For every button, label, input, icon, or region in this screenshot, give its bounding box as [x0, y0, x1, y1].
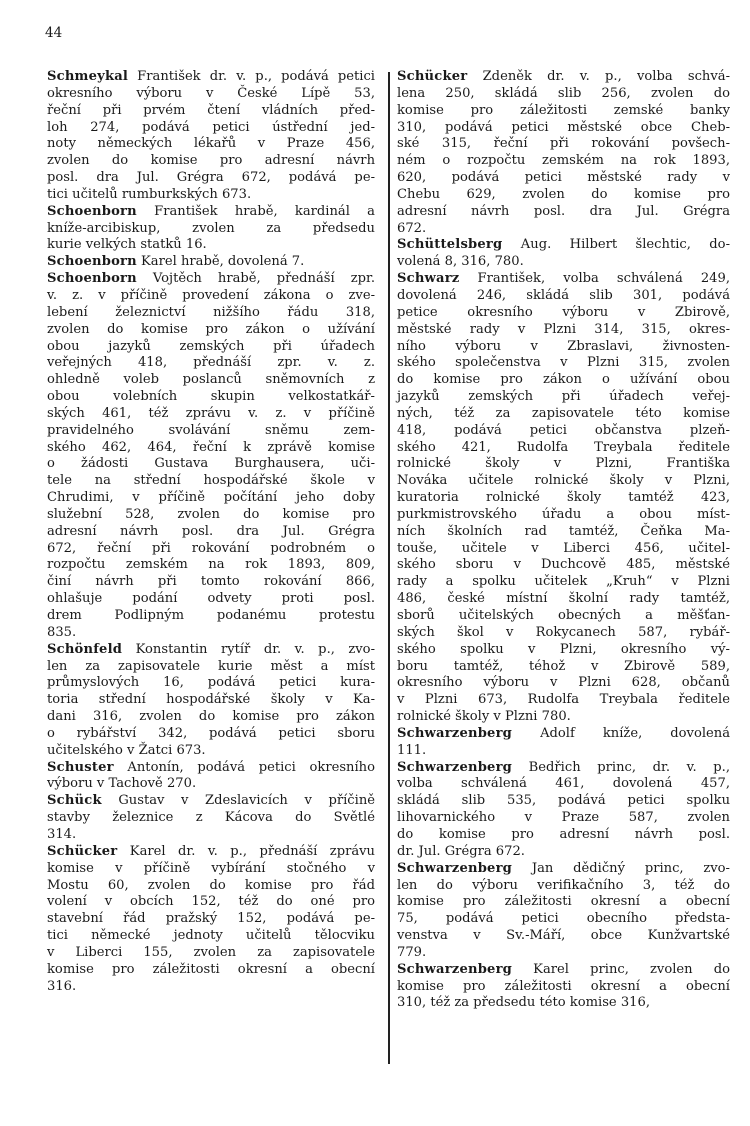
entry-line: [47, 186, 375, 204]
entry-surname: Schoenborn: [47, 254, 137, 270]
entry-line: [47, 153, 375, 170]
index-entry: [397, 962, 730, 1013]
entry-text: 672, řeční při rokování podrobném o: [47, 540, 375, 556]
entry-text: Karel princ, zvolen do: [512, 961, 730, 977]
entry-text: tici učitelů rumburkských 673.: [47, 186, 252, 202]
index-entry: [47, 204, 375, 255]
column-divider: [388, 72, 390, 1064]
entry-line: [47, 894, 375, 911]
entry-text: zvolen do komise pro adresní návrh: [47, 153, 375, 169]
entry-text: rolnické školy v Plzni, Františka: [397, 456, 730, 472]
entry-line: [47, 928, 375, 945]
entry-text: lebení železnictví nižšího řádu 318,: [47, 304, 375, 320]
entry-line: [397, 944, 730, 962]
entry-line: [47, 355, 375, 372]
entry-text: Konstantin rytíř dr. v. p., zvo-: [122, 641, 375, 657]
entry-text: ského společenstva v Plzni 315, zvolen: [397, 355, 730, 371]
entry-surname: Schwarzenberg: [397, 860, 513, 876]
entry-text: dovolená 246, skládá slib 301, podává: [397, 287, 730, 303]
entry-text: Bedřich princ, dr. v. p.,: [512, 759, 730, 775]
index-entry: [47, 271, 375, 642]
entry-text: stavební řád pražský 152, podává pe-: [47, 911, 375, 927]
entry-text: ských škol v Rokycanech 587, rybář-: [397, 624, 730, 640]
entry-text: ského sboru v Duchcově 485, městské: [397, 557, 730, 573]
entry-text: ném o rozpočtu zemském na rok 1893,: [397, 153, 730, 169]
entry-line: [397, 978, 730, 996]
entry-text: František hrabě, kardinál a: [136, 203, 375, 219]
entry-text: ního výboru v Zbraslavi, živnosten-: [397, 338, 730, 354]
entry-line: [397, 658, 730, 676]
entry-text: jazyků zemských při úřadech veřej-: [397, 389, 730, 405]
entry-text: loh 274, podává petici ústřední jed-: [47, 119, 375, 135]
entry-text: posl. dra Jul. Grégra 672, podává pe-: [47, 170, 375, 186]
entry-line: [397, 826, 730, 844]
entry-text: rozpočtu zemském na rok 1893, 809,: [47, 557, 375, 573]
entry-line: [47, 860, 375, 878]
entry-text: ských 461, též zprávu v. z. v příčině: [47, 405, 375, 421]
entry-first-line: [397, 271, 730, 288]
entry-text: 75, podává petici obecního předsta-: [397, 911, 730, 927]
entry-text: František dr. v. p., podává petici: [128, 69, 375, 84]
entry-line: [397, 422, 730, 440]
entry-line: [397, 136, 730, 153]
entry-text: Adolf kníže, dovolená: [512, 725, 730, 741]
entry-text: Chrudimi, v příčině počítání jeho doby: [47, 490, 375, 506]
entry-text: 310, též za předsedu této komise 316,: [397, 995, 650, 1011]
entry-line: [47, 456, 375, 473]
entry-first-line: [47, 843, 375, 861]
entry-line: [47, 136, 375, 153]
entry-line: [47, 911, 375, 928]
entry-line: [397, 355, 730, 372]
entry-text: dani 316, zvolen do komise pro zákon: [47, 709, 375, 725]
entry-text: učitelského v Žatci 673.: [47, 742, 206, 758]
entry-line: [397, 928, 730, 945]
entry-line: [47, 389, 375, 406]
entry-line: [47, 810, 375, 827]
entry-line: [47, 287, 375, 305]
entry-text: komise pro záležitosti zemské banky: [397, 102, 730, 118]
entry-line: [397, 186, 730, 204]
entry-text: 418, podává petici občanstva plzeň-: [397, 422, 730, 438]
entry-line: [47, 119, 375, 137]
entry-text: Karel hrabě, dovolená 7.: [136, 254, 305, 270]
entry-text: tele na střední hospodářské škole v: [47, 473, 375, 489]
entry-text: v. z. v příčině provedení zákona o zve-: [47, 287, 375, 303]
entry-text: 486, české místní školní rady tamtéž,: [397, 591, 730, 607]
entry-surname: Schücker: [47, 843, 118, 859]
entry-text: do komise pro adresní návrh posl.: [397, 826, 730, 842]
entry-line: [397, 591, 730, 608]
entry-line: [47, 624, 375, 642]
entry-text: v Liberci 155, zvolen za zapisovatele: [47, 944, 375, 960]
entry-text: ské 315, řeční při rokování povšech-: [397, 136, 730, 152]
entry-line: [397, 641, 730, 659]
entry-first-line: [47, 641, 375, 659]
index-entry: [397, 861, 730, 962]
entry-line: [47, 422, 375, 440]
entry-text: do komise pro zákon o užívání obou: [397, 372, 730, 388]
index-entry: [397, 726, 730, 760]
entry-line: [47, 220, 375, 238]
entry-line: [397, 456, 730, 473]
entry-text: Nováka učitele rolnické školy v Plzni,: [397, 473, 730, 489]
right-column: [397, 69, 730, 1012]
entry-text: pravidelného svolávání sněmu zem-: [47, 422, 375, 438]
entry-text: komise pro záležitosti okresní a obecní: [397, 894, 730, 910]
entry-line: [397, 574, 730, 591]
entry-surname: Schmeykal: [47, 69, 129, 84]
entry-text: toria střední hospodářské školy v Ka-: [47, 692, 375, 708]
entry-text: 310, podává petici městské obce Cheb-: [397, 119, 730, 135]
entry-line: [397, 995, 730, 1012]
index-entry: [397, 760, 730, 861]
entry-line: [397, 119, 730, 137]
entry-text: adresní návrh posl. dra Jul. Grégra: [47, 523, 375, 539]
entry-line: [397, 675, 730, 692]
entry-surname: Schück: [47, 793, 102, 809]
page-number: 44: [45, 25, 63, 41]
entry-text: obou jazyků zemských při úřadech: [47, 338, 375, 354]
entry-line: [397, 894, 730, 911]
entry-first-line: [397, 860, 730, 878]
entry-line: [47, 439, 375, 457]
entry-text: touše, učitele v Liberci 456, učitel-: [397, 540, 730, 556]
entry-line: [47, 877, 375, 895]
entry-text: Jan dědičný princ, zvo-: [512, 860, 730, 876]
entry-text: rady a spolku učitelek „Kruh“ v Plzni: [397, 574, 730, 590]
entry-text: komise v příčině vybírání stočného v: [47, 860, 375, 876]
entry-text: 111.: [397, 742, 427, 758]
entry-line: [397, 220, 730, 238]
entry-surname: Schuster: [47, 759, 114, 775]
entry-surname: Schwarz: [397, 271, 460, 287]
entry-line: [47, 321, 375, 339]
entry-text: skládá slib 535, podává petici spolku: [397, 793, 730, 809]
entry-surname: Schwarzenberg: [397, 725, 513, 741]
entry-text: zvolen do komise pro zákon o užívání: [47, 321, 375, 337]
entry-line: [47, 405, 375, 423]
entry-text: František, volba schválená 249,: [459, 271, 730, 287]
entry-text: městské rady v Plzni 314, 315, okres-: [397, 321, 730, 337]
entry-surname: Schwarzenberg: [397, 759, 513, 775]
entry-text: adresní návrh posl. dra Jul. Grégra: [397, 203, 730, 219]
entry-text: Mostu 60, zvolen do komise pro řád: [47, 877, 375, 893]
entry-text: ského 462, 464, řeční k zprávě komise: [47, 439, 375, 455]
entry-text: 314.: [47, 826, 77, 842]
entry-text: 316.: [47, 978, 77, 994]
entry-line: [397, 321, 730, 339]
index-entry: [47, 642, 375, 760]
entry-line: [47, 102, 375, 120]
entry-line: [47, 237, 375, 254]
entry-line: [397, 692, 730, 709]
entry-line: [47, 826, 375, 844]
entry-line: [397, 793, 730, 810]
entry-text: Aug. Hilbert šlechtic, do-: [502, 237, 730, 253]
entry-line: [397, 405, 730, 423]
entry-line: [397, 372, 730, 389]
left-column: [47, 69, 375, 995]
entry-first-line: [397, 725, 730, 743]
index-entry: [47, 69, 375, 204]
entry-text: řeční při prvém čtení vládních před-: [47, 102, 375, 118]
entry-first-line: [397, 961, 730, 979]
entry-line: [397, 287, 730, 305]
entry-text: Zdeněk dr. v. p., volba schvá-: [467, 69, 730, 84]
entry-line: [397, 439, 730, 457]
entry-line: [47, 523, 375, 541]
entry-line: [47, 574, 375, 591]
entry-line: [397, 254, 730, 271]
entry-line: [47, 608, 375, 625]
entry-text: drem Podlipným podanému protestu: [47, 608, 375, 623]
entry-line: [47, 675, 375, 692]
entry-text: okresního výboru v Plzni 628, občanů: [397, 675, 730, 691]
entry-text: veřejných 418, přednáší zpr. v. z.: [47, 355, 375, 371]
entry-text: noty německých lékařů v Praze 456,: [47, 136, 375, 152]
entry-text: 672.: [397, 220, 427, 236]
entry-line: [397, 153, 730, 170]
entry-first-line: [397, 69, 730, 86]
entry-line: [47, 170, 375, 187]
index-entry: [47, 254, 375, 271]
entry-text: venstva v Sv.-Máří, obce Kunžvartské: [397, 928, 730, 944]
entry-text: Vojtěch hrabě, přednáší zpr.: [136, 271, 375, 287]
entry-line: [397, 506, 730, 524]
entry-text: Antonín, podává petici okresního: [113, 759, 375, 775]
entry-line: [47, 557, 375, 574]
entry-line: [47, 978, 375, 996]
entry-text: výboru v Tachově 270.: [47, 776, 197, 792]
entry-text: činí návrh při tomto rokování 866,: [47, 574, 375, 590]
entry-text: tici německé jednoty učitelů tělocviku: [47, 928, 375, 944]
entry-line: [47, 85, 375, 103]
entry-text: purkmistrovského úřadu a obou míst-: [397, 506, 730, 522]
index-entry: [397, 271, 730, 726]
entry-line: [397, 742, 730, 760]
index-entry: [47, 793, 375, 844]
entry-text: boru tamtéž, téhož v Zbirově 589,: [397, 658, 730, 674]
entry-first-line: [47, 203, 375, 221]
entry-text: volená 8, 316, 780.: [397, 254, 524, 270]
entry-surname: Schönfeld: [47, 641, 123, 657]
index-entry: [47, 844, 375, 996]
entry-line: [47, 709, 375, 726]
entry-line: [47, 658, 375, 676]
entry-text: o rybářství 342, podává petici sboru: [47, 725, 375, 741]
entry-text: ského spolku v Plzni, okresního vý-: [397, 641, 730, 657]
entry-line: [47, 540, 375, 558]
entry-line: [397, 810, 730, 827]
entry-line: [47, 506, 375, 524]
entry-text: kníže-arcibiskup, zvolen za předsedu: [47, 220, 375, 236]
index-entry: [47, 760, 375, 794]
entry-text: obou volebních skupin velkostatkář-: [47, 389, 375, 405]
entry-text: stavby železnice z Kácova do Světlé: [47, 810, 375, 826]
entry-text: ních školních rad tamtéž, Čeňka Ma-: [397, 523, 730, 539]
entry-text: 779.: [397, 944, 427, 960]
entry-text: o žádosti Gustava Burghausera, uči-: [47, 456, 375, 472]
entry-line: [397, 304, 730, 322]
entry-first-line: [47, 254, 375, 271]
entry-line: [397, 540, 730, 558]
entry-line: [47, 490, 375, 507]
entry-line: [397, 624, 730, 642]
entry-first-line: [47, 759, 375, 777]
entry-text: petice okresního výboru v Zbirově,: [397, 304, 730, 320]
entry-line: [47, 473, 375, 490]
entry-text: len do výboru verifikačního 3, též do: [397, 877, 730, 893]
entry-text: okresního výboru v České Lípě 53,: [47, 85, 375, 101]
entry-text: 835.: [47, 624, 77, 640]
entry-line: [397, 170, 730, 187]
entry-line: [397, 776, 730, 793]
entry-first-line: [47, 69, 375, 86]
entry-text: dr. Jul. Grégra 672.: [397, 843, 525, 859]
entry-text: 620, podává petici městské rady v: [397, 170, 730, 186]
entry-line: [397, 389, 730, 406]
entry-line: [397, 877, 730, 895]
entry-text: volení v obcích 152, též do oné pro: [47, 894, 375, 910]
entry-line: [397, 102, 730, 120]
entry-text: průmyslových 16, podává petici kura-: [47, 675, 375, 691]
entry-text: komise pro záležitosti okresní a obecní: [47, 961, 375, 977]
entry-text: Chebu 629, zvolen do komise pro: [397, 186, 730, 202]
entry-text: kuratoria rolnické školy tamtéž 423,: [397, 490, 730, 506]
entry-first-line: [397, 237, 730, 254]
entry-line: [47, 338, 375, 356]
entry-line: [47, 776, 375, 793]
entry-surname: Schoenborn: [47, 271, 137, 287]
entry-text: rolnické školy v Plzni 780.: [397, 709, 571, 725]
entry-line: [47, 372, 375, 389]
entry-text: kurie velkých statků 16.: [47, 237, 207, 253]
entry-first-line: [47, 793, 375, 810]
entry-text: ných, též za zapisovatele této komise: [397, 405, 730, 421]
entry-line: [397, 473, 730, 490]
entry-line: [397, 85, 730, 103]
entry-text: služební 528, zvolen do komise pro: [47, 506, 375, 522]
entry-line: [47, 725, 375, 743]
entry-text: lena 250, skládá slib 256, zvolen do: [397, 85, 730, 101]
entry-first-line: [47, 271, 375, 288]
entry-line: [47, 961, 375, 979]
entry-line: [47, 944, 375, 962]
entry-line: [47, 692, 375, 709]
entry-text: ohledně voleb poslanců sněmovních z: [47, 372, 375, 388]
entry-line: [47, 591, 375, 608]
entry-text: sborů učitelských obecných a měšťan-: [397, 608, 730, 623]
entry-line: [397, 608, 730, 625]
entry-line: [397, 843, 730, 861]
entry-text: Gustav v Zdeslavicích v příčině: [101, 793, 375, 809]
entry-line: [397, 523, 730, 541]
entry-surname: Schüttelsberg: [397, 237, 503, 253]
entry-line: [397, 709, 730, 726]
entry-text: ského 421, Rudolfa Treybala ředitele: [397, 439, 730, 455]
entry-line: [47, 742, 375, 760]
entry-text: lihovarnického v Praze 587, zvolen: [397, 810, 730, 826]
index-entry: [397, 69, 730, 237]
entry-text: len za zapisovatele kurie měst a míst: [47, 658, 375, 674]
entry-surname: Schoenborn: [47, 203, 137, 219]
entry-line: [397, 338, 730, 356]
entry-surname: Schwarzenberg: [397, 961, 513, 977]
entry-line: [397, 911, 730, 928]
entry-text: v Plzni 673, Rudolfa Treybala ředitele: [397, 692, 730, 708]
entry-text: Karel dr. v. p., přednáší zprávu: [117, 843, 375, 859]
entry-line: [397, 203, 730, 221]
index-entry: [397, 237, 730, 271]
entry-text: ohlašuje podání odvety proti posl.: [47, 591, 375, 607]
entry-line: [397, 557, 730, 574]
entry-line: [397, 490, 730, 507]
entry-text: volba schválená 461, dovolená 457,: [397, 776, 730, 792]
entry-first-line: [397, 759, 730, 777]
entry-line: [47, 304, 375, 322]
entry-text: komise pro záležitosti okresní a obecní: [397, 978, 730, 994]
entry-surname: Schücker: [397, 69, 468, 84]
